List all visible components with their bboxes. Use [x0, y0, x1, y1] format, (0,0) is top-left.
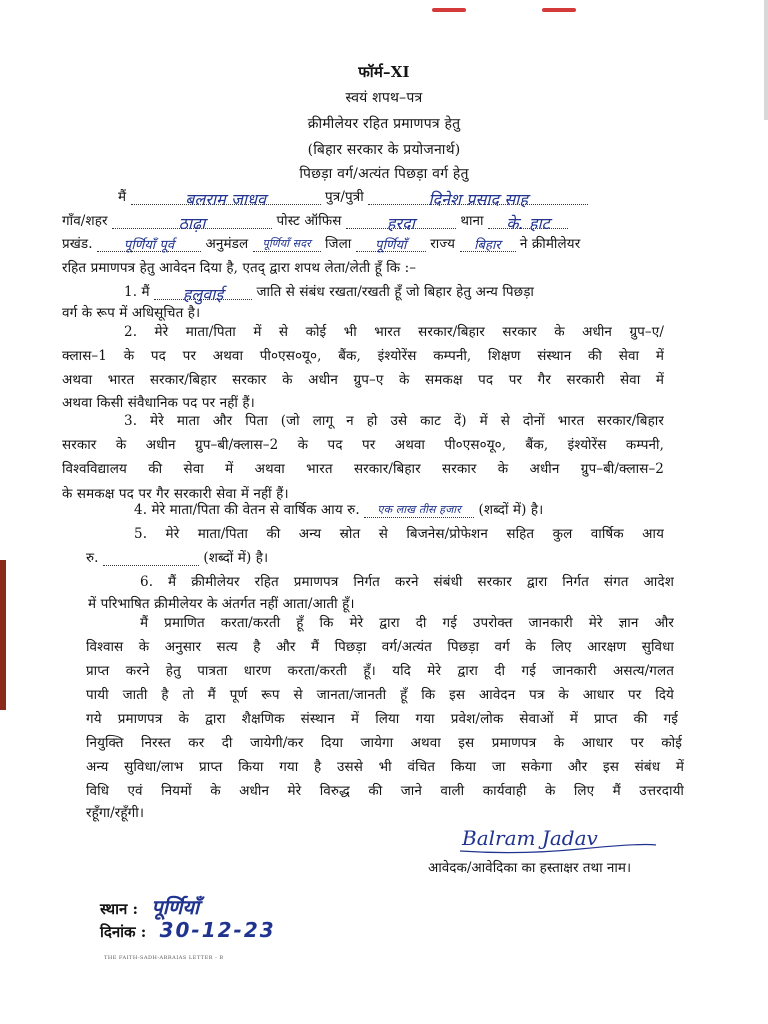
parent-name-field[interactable] — [368, 188, 588, 209]
declaration-line: विधि एवं नियमों के अधीन मेरे विरुद्ध की जाने वाली कार्यवाही के लिए मैं उत्तरदायी — [86, 783, 684, 799]
scan-mark — [432, 8, 466, 12]
place-label: स्थान : — [100, 900, 139, 918]
post-field[interactable] — [346, 212, 456, 233]
declaration-line: पायी जाती है तो मैं पूर्ण रूप से जानता/जानती हूँ कि इस आवेदन पत्र के आधार पर दिये — [86, 687, 674, 703]
clause-5-suffix: (शब्दों में) है। — [203, 550, 269, 566]
block-value: पूर्णियाँ पूर्व — [123, 238, 175, 253]
state-field[interactable] — [460, 235, 516, 252]
declaration-line: नियुक्ति निरस्त कर दी जायेगी/कर दिया जायेगा अथवा इस प्रमाणपत्र के आधार पर कोई — [86, 735, 682, 751]
income-field[interactable] — [364, 501, 474, 518]
form-subtitle: स्वयं शपथ–पत्र — [345, 90, 423, 106]
clause-2-line: 2. मेरे माता/पिता में से कोई भी भारत सरकार/बिहार सरकार के अधीन ग्रुप–ए/ — [124, 324, 664, 340]
clause-1-suffix: जाति से संबंध रखता/रखती हूँ जो बिहार हेतु अन्य पिछड़ा — [256, 284, 535, 300]
caste-value: हलुवाई — [182, 285, 224, 304]
applicant-signature — [460, 815, 660, 861]
date-label: दिनांक : — [100, 923, 147, 941]
print-code: THE FAITH-SADH-ARRAIAS LETTER - B — [104, 955, 224, 961]
relation-label: पुत्र/पुत्री — [325, 189, 364, 205]
declaration-line: अन्य सुविधा/लाभ प्राप्त किया गया है उससे भी वंचित किया जा सकेगा और इस संबंध में — [86, 759, 684, 775]
signature-caption: आवेदक/आवेदिका का हस्ताक्षर तथा नाम। — [428, 860, 632, 876]
state-label: राज्य — [430, 236, 456, 252]
form-subtitle: पिछड़ा वर्ग/अत्यंत पिछड़ा वर्ग हेतु — [299, 166, 469, 182]
block-field[interactable] — [97, 235, 201, 252]
clause-3-line: 3. मेरे माता और पिता (जो लागू न हो उसे काट दें) में से दोनों भारत सरकार/बिहार — [124, 413, 664, 429]
subdivision-label: अनुमंडल — [205, 236, 249, 252]
place-value: पूर्णियाँ — [151, 895, 200, 919]
caste-field[interactable] — [154, 283, 252, 304]
applicant-name: बलराम जाधव — [185, 190, 267, 209]
form-subtitle: क्रीमीलेयर रहित प्रमाणपत्र हेतु — [307, 116, 461, 132]
declaration-line: गये प्रमाणपत्र के द्वारा शैक्षणिक संस्थान में लिया गया प्रवेश/लोक सेवाओं में प्राप्त की गई — [86, 711, 678, 727]
district-value: पूर्णियाँ — [375, 238, 407, 253]
block-label: प्रखंड — [62, 236, 89, 252]
scan-edge-left — [0, 560, 6, 710]
clause-5-line: 5. मेरे माता/पिता की अन्य स्रोत से बिजनेस/प्रोफेशन सहित कुल वार्षिक आय — [134, 526, 664, 542]
other-income-field[interactable] — [103, 549, 199, 566]
declaration-line: मैं प्रमाणित करता/करती हूँ कि मेरे द्वारा दी गई उपरोक्त जानकारी मेरे ज्ञान और — [140, 615, 674, 631]
place-row — [100, 893, 199, 920]
clause-6-line: में परिभाषित क्रीमीलेयर के अंतर्गत नहीं आता/आती हूँ। — [88, 596, 355, 612]
village-label: गाँव/शहर — [62, 213, 108, 229]
clause-1-line2: वर्ग के रूप में अधिसूचित है। — [62, 305, 201, 321]
declaration-line: विश्वास के अनुसार सत्य है और मैं पिछड़ा वर्ग/अत्यंत पिछड़ा वर्ग के लिए आरक्षण सुविधा — [86, 639, 674, 655]
scan-mark — [542, 8, 576, 12]
date-value: 30-12-23 — [159, 918, 276, 942]
name-field[interactable] — [131, 188, 321, 209]
district-label: जिला — [325, 236, 352, 252]
subdivision-value: पूर्णियाँ सदर — [262, 237, 311, 250]
name-line — [118, 187, 588, 209]
income-words: एक लाख तीस हजार — [377, 503, 461, 516]
declaration-line: प्राप्त करने हेतु पात्रता धारण करता/करती हूँ। यदि मेरे द्वारा दी गई जानकारी असत्य/गलत — [86, 663, 674, 679]
parent-name: दिनेश प्रसाद साह — [428, 190, 528, 209]
clause-2-line: अथवा भारत सरकार/बिहार सरकार के अधीन ग्रुप–ए के समकक्ष पद पर गैर सरकारी सेवा में — [62, 372, 664, 388]
thana-label: थाना — [460, 213, 484, 229]
village-value: ठाढ़ा — [178, 214, 206, 233]
signature-text: Balram Jadav — [462, 826, 598, 850]
clause-3-line: सरकार के अधीन ग्रुप–बी/क्लास–2 के पद पर अथवा पी०एस०यू०, बैंक, इंश्योरेंस कम्पनी, — [62, 437, 664, 453]
declaration-line: रहूँगा/रहूँगी। — [86, 805, 145, 821]
form-title: फॉर्म–XI — [358, 63, 410, 81]
form-subtitle: (बिहार सरकार के प्रयोजनार्थ) — [307, 142, 461, 158]
district-field[interactable] — [356, 235, 426, 252]
clause-4-suffix: (शब्दों में) है। — [478, 502, 544, 518]
clause-4-prefix: 4. मेरे माता/पिता की वेतन से वार्षिक आय रु. — [134, 502, 360, 518]
oath-intro: रहित प्रमाणपत्र हेतु आवेदन दिया है, एतद् द्वारा शपथ लेता/लेती हूँ कि :– — [62, 260, 417, 276]
clause-1-prefix: 1. मैं — [124, 284, 150, 300]
post-value: हरदा — [386, 214, 415, 233]
block-line: प्रखंड. पूर्णियाँ पूर्व अनुमंडल पूर्णियाँ सदर जिला पूर्णियाँ राज्य बिहार ने क्रीमीलेयर — [62, 236, 581, 253]
clause-2-line: अथवा किसी संवैधानिक पद पर नहीं हैं। — [62, 395, 255, 411]
main-label: मैं — [118, 189, 127, 205]
village-field[interactable] — [112, 212, 272, 233]
state-value: बिहार — [474, 238, 501, 253]
date-row — [100, 918, 276, 942]
clause-4 — [134, 500, 543, 518]
clause-5-prefix: रु. — [86, 550, 99, 566]
post-label: पोस्ट ऑफिस — [276, 213, 342, 229]
clause-1 — [124, 282, 535, 304]
clause-5-line2 — [86, 548, 268, 566]
clause-3-line: विश्वविद्यालय की सेवा में अथवा भारत सरकार/बिहार सरकार के अधीन ग्रुप–बी/क्लास–2 — [62, 461, 664, 477]
clause-6-line: 6. मैं क्रीमीलेयर रहित प्रमाणपत्र निर्गत करने संबंधी सरकार द्वारा निर्गत संगत आदेश — [140, 574, 674, 590]
thana-value: के. हाट — [506, 214, 550, 233]
clause-2-line: क्लास–1 के पद पर अथवा पी०एस०यू०, बैंक, इंश्योरेंस कम्पनी, शिक्षण संस्थान की सेवा में — [62, 348, 664, 364]
clause-3-line: के समकक्ष पद पर गैर सरकारी सेवा में नहीं हैं। — [62, 486, 289, 502]
address-line — [62, 211, 568, 233]
thana-field[interactable] — [488, 212, 568, 233]
subdivision-field[interactable] — [253, 235, 321, 252]
tail-label: ने क्रीमीलेयर — [519, 236, 581, 252]
